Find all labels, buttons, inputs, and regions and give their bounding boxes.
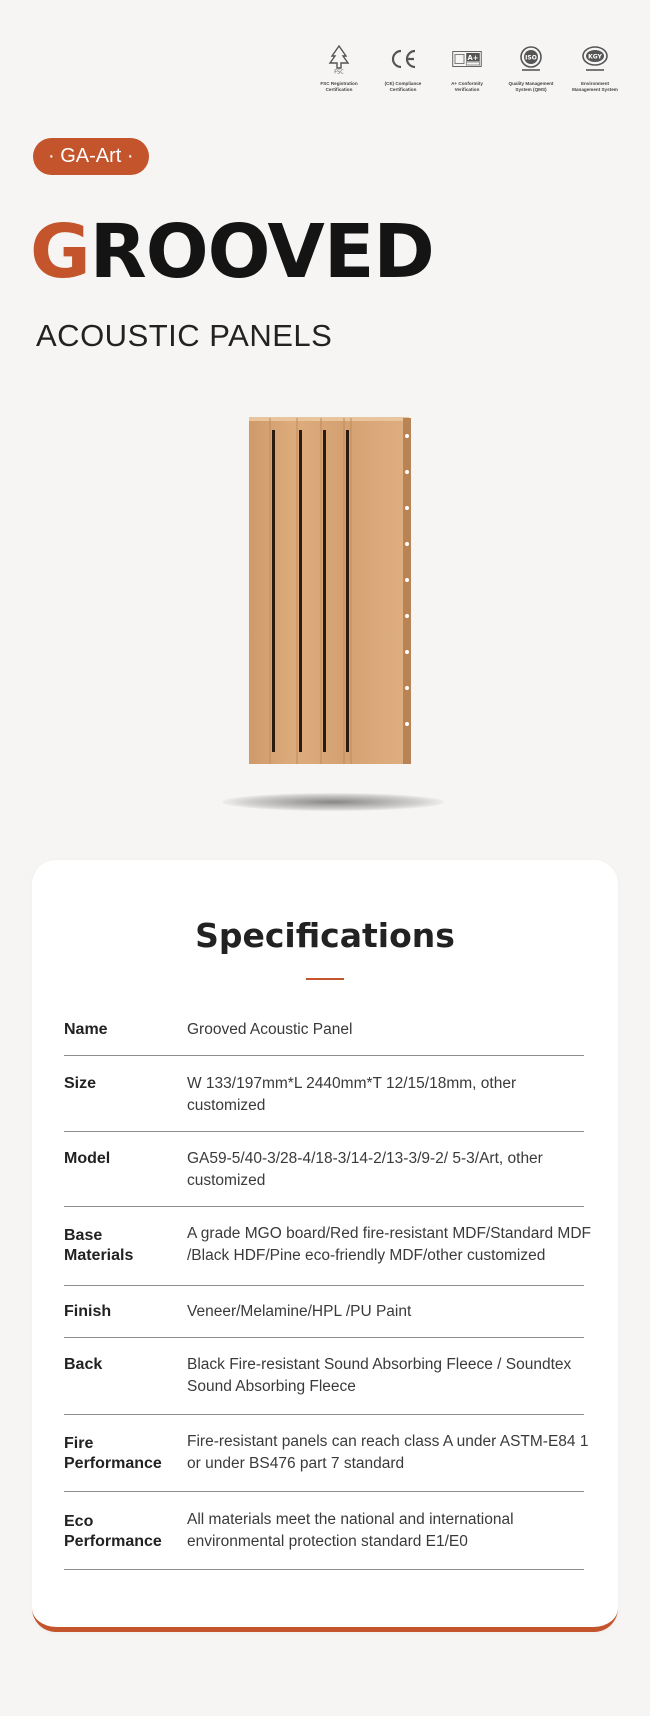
spec-label: Finish	[64, 1303, 112, 1320]
spec-label: Eco Performance	[64, 1513, 162, 1550]
spec-row-name	[64, 1018, 584, 1056]
ce-mark-icon	[388, 44, 418, 74]
brand-tag: · GA-Art ·	[33, 138, 149, 175]
a-plus-rating-icon	[452, 44, 482, 74]
spec-row-model	[64, 1147, 584, 1207]
spec-label: Fire Performance	[64, 1435, 162, 1472]
spec-label: Size	[64, 1075, 97, 1092]
spec-value: GA59-5/40-3/28-4/18-3/14-2/13-3/9-2/ 5-3/Art, other customized	[187, 1150, 543, 1189]
spec-label: Back	[64, 1356, 103, 1373]
spec-row-base-materials	[64, 1222, 592, 1286]
spec-value: Veneer/Melamine/HPL /PU Paint	[187, 1303, 412, 1320]
spec-value: All materials meet the national and international environmental protection standard E1/E0	[187, 1511, 514, 1550]
title-rest: ROOVED	[89, 209, 434, 295]
svg-text:A+: A+	[467, 53, 479, 62]
spec-label: Model	[64, 1150, 111, 1167]
spec-value: W 133/197mm*L 2440mm*T 12/15/18mm, other customized	[187, 1075, 517, 1114]
cert-ce: (CE) Compliance Certification	[376, 44, 430, 93]
svg-text:KGY: KGY	[588, 53, 602, 61]
title-first-letter: G	[30, 209, 90, 295]
page-title	[30, 209, 434, 295]
spec-row-back	[64, 1353, 584, 1415]
cert-a-plus: A+ A+ Conformity Verification	[440, 44, 494, 93]
spec-value: A grade MGO board/Red fire-resistant MDF/Standard MDF /Black HDF/Pine eco-friendly MDF/other customized	[187, 1225, 592, 1264]
spec-row-eco-performance	[64, 1508, 584, 1570]
spec-value: Grooved Acoustic Panel	[187, 1021, 353, 1038]
spec-row-size	[64, 1072, 584, 1132]
iso-seal-icon	[516, 44, 546, 74]
page-subtitle: ACOUSTIC PANELS	[36, 318, 333, 353]
environment-seal-icon	[580, 44, 610, 74]
svg-text:ISO: ISO	[525, 54, 537, 62]
certification-bar	[312, 44, 622, 93]
specifications-card	[32, 860, 618, 1632]
fsc-tree-icon	[324, 44, 354, 74]
product-image	[245, 414, 415, 768]
spec-label: Name	[64, 1021, 108, 1038]
product-shadow	[222, 793, 444, 811]
specifications-title: Specifications	[195, 916, 455, 955]
cert-environment: KGY Environment Management System	[568, 44, 622, 93]
spec-row-finish	[64, 1300, 584, 1338]
cert-iso: ISO Quality Management System (QMS)	[504, 44, 558, 93]
spec-row-fire-performance	[64, 1430, 589, 1492]
cert-fsc: FSC FSC Registration Certification	[312, 44, 366, 93]
spec-value: Fire-resistant panels can reach class A under ASTM-E84 1 or under BS476 part 7 standard	[187, 1433, 589, 1472]
svg-text:FSC: FSC	[334, 69, 344, 74]
spec-label: Base Materials	[64, 1227, 134, 1264]
spec-value: Black Fire-resistant Sound Absorbing Fleece / Soundtex Sound Absorbing Fleece	[187, 1356, 572, 1395]
title-accent-line	[306, 978, 344, 980]
